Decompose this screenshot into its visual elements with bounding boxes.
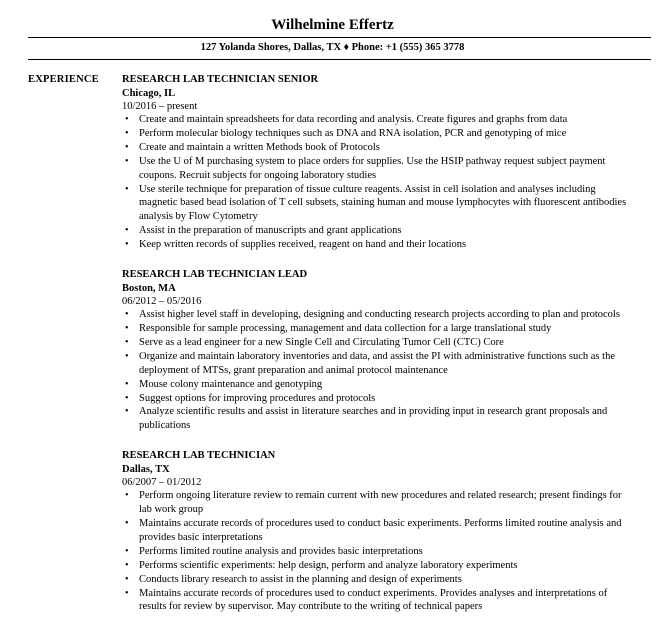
list-item — [122, 587, 627, 615]
list-item — [122, 378, 627, 392]
list-item — [122, 127, 627, 141]
bullet-icon: • — [125, 378, 129, 390]
list-item — [122, 141, 627, 155]
bullet-text: Create and maintain spreadsheets for data recording and analysis. Create figures and graphs from data — [139, 114, 568, 125]
bullet-text: Performs scientific experiments: help design, perform and analyze laboratory experiments — [139, 559, 518, 571]
list-item — [122, 350, 627, 378]
job-location: Boston, MA — [122, 283, 176, 295]
bullet-icon: • — [125, 336, 129, 348]
job-location: Chicago, IL — [122, 88, 176, 99]
job-entry — [122, 73, 627, 252]
job-entry — [122, 449, 627, 614]
bullet-icon: • — [125, 350, 129, 362]
contact-info: 127 Yolanda Shores, Dallas, TX ♦ Phone: +1 (555) 365 3778 — [200, 42, 465, 53]
bullet-icon: • — [125, 239, 129, 251]
bullet-icon: • — [125, 392, 129, 404]
bullet-icon: • — [125, 587, 129, 599]
section-label-experience: EXPERIENCE — [28, 74, 99, 85]
bullet-text: Use the U of M purchasing system to place orders for supplies. Use the HSIP pathway request subject payment coupons. Recruit subjects for ongoing laboratory studies — [139, 155, 606, 181]
list-item — [122, 224, 627, 238]
bullet-text: Perform molecular biology techniques such as DNA and RNA isolation, PCR and genotyping of mice — [139, 127, 567, 139]
candidate-name: Wilhelmine Effertz — [271, 17, 394, 33]
bullet-icon: • — [125, 183, 129, 195]
bullet-text: Perform ongoing literature review to remain current with new procedures and related research; present findings for lab work group — [139, 490, 622, 516]
bullet-icon: • — [125, 225, 129, 237]
bullet-text: Maintains accurate records of procedures used to conduct experiments. Provides analyses and interpretations of results for review by supervisor. May contribute to the writing of technical papers — [139, 587, 608, 613]
experience-list — [122, 73, 627, 630]
list-item — [122, 392, 627, 406]
list-item — [122, 336, 627, 350]
job-title: RESEARCH LAB TECHNICIAN — [122, 450, 276, 462]
bullet-icon: • — [125, 141, 129, 153]
bullet-icon: • — [125, 559, 129, 571]
bullet-text: Analyze scientific results and assist in literature searches and in providing input in research grant proposals and publications — [139, 406, 608, 432]
bullet-icon: • — [125, 518, 129, 530]
bullet-text: Create and maintain a written Methods book of Protocols — [139, 141, 380, 153]
bullet-text: Organize and maintain laboratory inventories and data, and assist the PI with administrative functions such as the deployment of MTSs, grant preparation and animal protocol maintenance — [139, 350, 615, 376]
bullet-icon: • — [125, 322, 129, 334]
bullet-icon: • — [125, 545, 129, 557]
job-dates: 10/2016 – present — [122, 101, 198, 112]
bullet-icon: • — [125, 406, 129, 418]
job-bullets — [122, 489, 627, 614]
bullet-icon: • — [125, 309, 129, 321]
bullet-text: Assist in the preparation of manuscripts and grant applications — [139, 225, 402, 237]
job-dates: 06/2007 – 01/2012 — [122, 477, 202, 489]
header-divider-bottom — [28, 59, 651, 60]
list-item — [122, 183, 627, 225]
bullet-text: Mouse colony maintenance and genotyping — [139, 378, 323, 390]
bullet-text: Maintains accurate records of procedures used to conduct basic experiments. Performs limited routine analysis and provides basic interpretations — [139, 518, 622, 543]
list-item — [122, 573, 627, 587]
bullet-text: Conducts library research to assist in the planning and design of experiments — [139, 573, 462, 585]
list-item — [122, 238, 627, 252]
list-item — [122, 545, 627, 559]
list-item — [122, 489, 627, 517]
job-dates: 06/2012 – 05/2016 — [122, 296, 202, 308]
job-title: RESEARCH LAB TECHNICIAN LEAD — [122, 269, 308, 281]
job-bullets — [122, 113, 627, 252]
job-location: Dallas, TX — [122, 464, 170, 476]
bullet-text: Serve as a lead engineer for a new Single Cell and Circulating Tumor Cell (CTC) Core — [139, 336, 504, 348]
bullet-icon: • — [125, 490, 129, 502]
bullet-icon: • — [125, 114, 129, 125]
list-item — [122, 517, 627, 545]
list-item — [122, 405, 627, 433]
list-item — [122, 155, 627, 183]
job-entry — [122, 268, 627, 433]
bullet-icon: • — [125, 573, 129, 585]
bullet-icon: • — [125, 155, 129, 167]
bullet-text: Responsible for sample processing, management and data collection for a large translational study — [139, 322, 552, 334]
list-item — [122, 113, 627, 127]
bullet-text: Use sterile technique for preparation of tissue culture reagents. Assist in cell isolation and analyses including magnetic based bead isolation of T cell subsets, staining human and mouse lymphocytes with fluorescent antibodies analysis by Flow Cytometry — [139, 183, 627, 223]
job-title: RESEARCH LAB TECHNICIAN SENIOR — [122, 74, 319, 85]
list-item — [122, 559, 627, 573]
bullet-icon: • — [125, 127, 129, 139]
bullet-text: Assist higher level staff in developing, designing and conducting research projects according to plan and protocols — [139, 309, 620, 321]
bullet-text: Suggest options for improving procedures and protocols — [139, 392, 376, 404]
bullet-text: Keep written records of supplies received, reagent on hand and their locations — [139, 239, 467, 251]
list-item — [122, 322, 627, 336]
job-bullets — [122, 308, 627, 433]
bullet-text: Performs limited routine analysis and provides basic interpretations — [139, 545, 423, 557]
list-item — [122, 308, 627, 322]
header-divider-top — [28, 37, 651, 38]
